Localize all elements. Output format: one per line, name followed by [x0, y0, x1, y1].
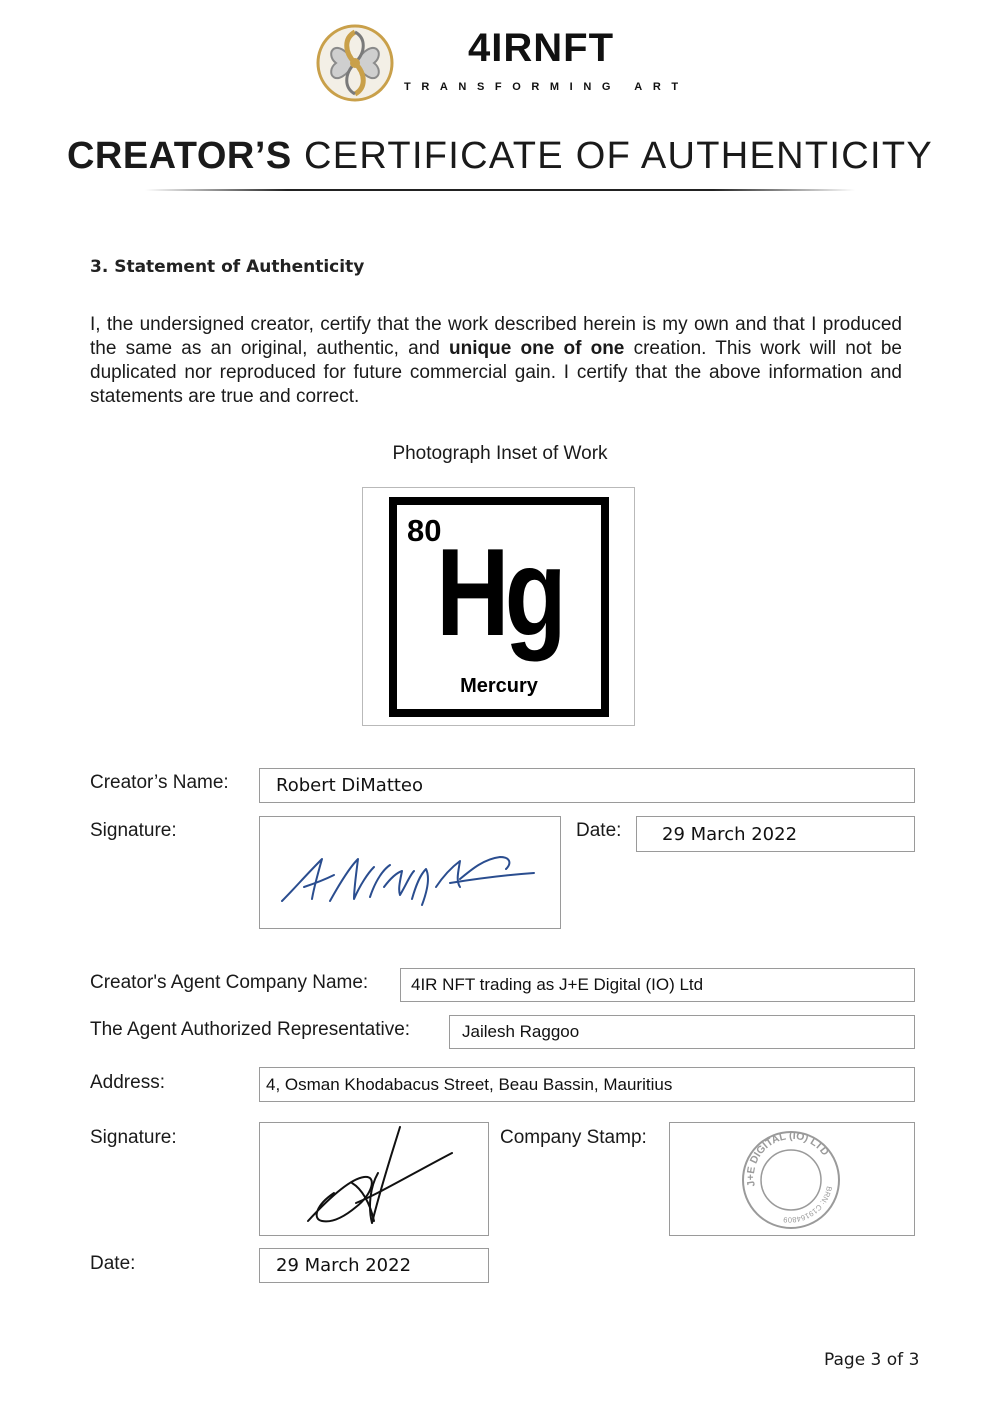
agent-rep-field[interactable] — [449, 1015, 915, 1049]
element-name: Mercury — [460, 675, 538, 697]
agent-date-field[interactable] — [259, 1248, 489, 1283]
stamp-text-top: J+E DIGITAL (IO) LTD — [744, 1129, 832, 1188]
element-symbol: Hg — [436, 524, 562, 662]
agent-date-value: 29 March 2022 — [276, 1255, 412, 1276]
company-stamp-label: Company Stamp: — [500, 1127, 647, 1148]
statement-paragraph — [90, 313, 902, 409]
creator-signature-icon — [260, 817, 560, 928]
brand-name: 4IRNFT — [468, 26, 614, 70]
creator-signature-box[interactable] — [259, 816, 561, 929]
title-rest: CERTIFICATE OF AUTHENTICITY — [303, 135, 934, 177]
agent-address-value: 4, Osman Khodabacus Street, Beau Bassin, Mauritius — [266, 1074, 673, 1094]
certificate-title — [0, 136, 1000, 178]
creator-name-value: Robert DiMatteo — [276, 775, 424, 796]
svg-text:J+E DIGITAL (IO) LTD — [745, 1130, 831, 1188]
agent-company-label: Creator's Agent Company Name: — [90, 972, 369, 993]
creator-name-field[interactable] — [259, 768, 915, 803]
agent-signature-box[interactable] — [259, 1122, 489, 1236]
agent-signature-label: Signature: — [90, 1127, 177, 1148]
creator-name-label: Creator’s Name: — [90, 772, 229, 793]
photo-inset — [362, 487, 635, 726]
photo-caption: Photograph Inset of Work — [392, 443, 608, 464]
section-heading: 3. Statement of Authenticity — [90, 257, 365, 277]
agent-rep-value: Jailesh Raggoo — [462, 1022, 580, 1041]
agent-address-field[interactable] — [259, 1067, 915, 1102]
periodic-element-tile — [389, 497, 609, 717]
page-number: Page 3 of 3 — [824, 1350, 920, 1370]
brand-tagline: TRANSFORMING ART — [404, 81, 689, 93]
creator-signature-label: Signature: — [90, 820, 177, 841]
agent-address-label: Address: — [90, 1072, 165, 1093]
agent-company-value: 4IR NFT trading as J+E Digital (IO) Ltd — [411, 975, 704, 994]
element-number: 80 — [407, 513, 442, 548]
creator-date-field[interactable] — [636, 816, 915, 852]
agent-rep-label: The Agent Authorized Representative: — [90, 1019, 411, 1040]
title-divider — [145, 189, 855, 191]
creator-date-label: Date: — [576, 820, 622, 841]
brand-logo-icon — [316, 24, 394, 102]
agent-company-field[interactable] — [400, 968, 915, 1002]
agent-signature-icon — [260, 1123, 488, 1235]
company-stamp-icon — [737, 1124, 847, 1234]
statement-part-2: creation. This work will not be duplicated nor reproduced for future commercial gain. I certify that the above information and statements are true and correct. — [90, 338, 903, 407]
title-strong: CREATOR’S — [66, 135, 292, 177]
company-stamp-box[interactable] — [669, 1122, 915, 1236]
creator-date-value: 29 March 2022 — [662, 823, 798, 845]
agent-date-label: Date: — [90, 1253, 136, 1274]
statement-bold: unique one of one — [449, 338, 625, 359]
stamp-text-bottom: BRN: C19164809 — [782, 1185, 834, 1225]
statement-part-1: I, the undersigned creator, certify that the work described herein is my own and that I produced the same as an original, authentic, and — [90, 314, 902, 359]
